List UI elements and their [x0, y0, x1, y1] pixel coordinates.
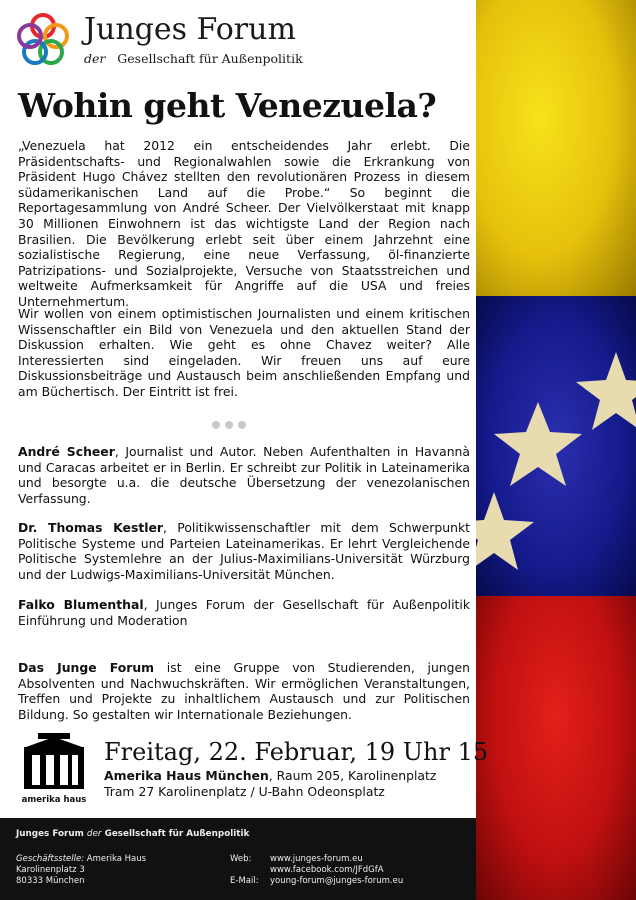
- about-paragraph: [18, 660, 470, 722]
- about-name: Das Junge Forum: [18, 660, 155, 675]
- dot-icon: [225, 421, 233, 429]
- about-text: ist eine Gruppe von Studierenden, jungen Absolventen und Nachwuchskräften. Wir ermöglichen Veranstaltungen, Treffen und Projekte zu inhaltlichem Austausch und zur Politischen Bildung. So gestalten wir Internationale Beziehungen.: [18, 660, 470, 722]
- speaker-scheer: [18, 444, 470, 506]
- event-venue: [104, 768, 436, 783]
- brand-sub-der: der: [84, 51, 106, 66]
- building-icon: [18, 733, 90, 789]
- junges-forum-logo-icon: [16, 13, 70, 67]
- venue-name: Amerika Haus München: [104, 768, 269, 783]
- intro-paragraph: „Venezuela hat 2012 ein entscheidendes Jahr erlebt. Die Präsidentschafts- und Regionalwahlen sowie die Erkrankung von Präsident Hugo Chávez stellten den revolutionären Prozess in diesem südamerikanischen Land auf die Probe.“ So beginnt die Reportagesammlung von André Scheer. Der Vielvölkerstaat mit knapp 30 Millionen Einwohnern ist das wichtigste Land der Region nach Brasilien. Die Bevölkerung erlebt seit über einem Jahrzehnt eine sozialistische Regierung, eine neue Verfassung, öl-finanzierte Patrizipations- und Sozialprojekte, Versuche von Staatsstreichen und weltweite Aufmerksamkeit für Angriffe auf die USA und freies Unternehmertum.: [18, 138, 470, 309]
- star-icon: [576, 352, 636, 430]
- office-name: Amerika Haus: [84, 854, 147, 864]
- invite-paragraph: Wir wollen von einem optimistischen Journalisten und einem kritischen Wissenschaftler ein Bild von Venezuela und den aktuellen Stand der Diskussion erhalten. Wie geht es ohne Chavez weiter? Alle Interessierten sind eingeladen. Wir freuen uns auf eure Diskussionsbeiträge und Austausch beim anschließenden Empfang und am Büchertisch. Der Eintritt ist frei.: [18, 306, 470, 399]
- footer-title-b: Gesellschaft für Außenpolitik: [104, 829, 250, 839]
- event-date: Freitag, 22. Februar, 19 Uhr 15: [104, 738, 489, 766]
- speaker-bio: , Junges Forum der Gesellschaft für Außenpolitik Einführung und Moderation: [18, 597, 470, 628]
- footer-address: [16, 854, 146, 887]
- footer: [0, 818, 476, 900]
- email-link[interactable]: young-forum@junges-forum.eu: [270, 876, 404, 886]
- speaker-name: André Scheer: [18, 444, 115, 459]
- venue-room: , Raum 205, Karolinenplatz: [268, 768, 437, 783]
- address-line-1: Karolinenplatz 3: [16, 865, 85, 875]
- section-divider-dots: [212, 414, 251, 433]
- brand-subtitle: [84, 51, 303, 66]
- brand-sub-rest: Gesellschaft für Außenpolitik: [117, 51, 303, 66]
- event-transit: Tram 27 Karolinenplatz / U-Bahn Odeonsplatz: [104, 784, 385, 799]
- venezuela-flag-image: [476, 0, 636, 900]
- speaker-name: Dr. Thomas Kestler: [18, 520, 164, 535]
- amerika-haus-caption: amerika haus: [21, 795, 87, 805]
- page-title: Wohin geht Venezuela?: [18, 86, 437, 125]
- web-link[interactable]: www.junges-forum.eu: [270, 854, 363, 864]
- footer-title-a: Junges Forum: [16, 829, 84, 839]
- speaker-bio: , Politikwissenschaftler mit dem Schwerpunkt Politische Systeme und Parteien Lateinamerikas. Er lehrt Vergleichende Politische Systemlehre an der Julius-Maximilians-Universität Würzburg und der Ludwigs-Maximilians-Universität München.: [18, 520, 471, 582]
- star-icon: [476, 492, 534, 570]
- speaker-kestler: [18, 520, 470, 582]
- office-label: Geschäftsstelle:: [16, 854, 85, 864]
- address-line-2: 80333 München: [16, 876, 85, 886]
- footer-contact: [230, 854, 403, 887]
- speaker-blumenthal: [18, 597, 470, 628]
- dot-icon: [212, 421, 220, 429]
- footer-title-der: der: [86, 829, 102, 839]
- footer-title: [16, 829, 249, 839]
- brand-title: Junges Forum: [84, 12, 296, 47]
- email-label: E-Mail:: [230, 876, 259, 886]
- web-label: Web:: [230, 854, 252, 864]
- amerika-haus-logo: [18, 733, 90, 805]
- flag-stars: [476, 0, 636, 900]
- star-icon: [494, 402, 582, 486]
- speaker-bio: , Journalist und Autor. Neben Aufenthalten in Havannà und Caracas arbeitet er in Berlin. Er schreibt zur Politik in Lateinamerika und besorgte u.a. die deutsche Übersetzung der venezolanischen Verfassung.: [18, 444, 471, 506]
- dot-icon: [238, 421, 246, 429]
- facebook-link[interactable]: www.facebook.com/JFdGfA: [270, 865, 384, 875]
- speaker-name: Falko Blumenthal: [18, 597, 144, 612]
